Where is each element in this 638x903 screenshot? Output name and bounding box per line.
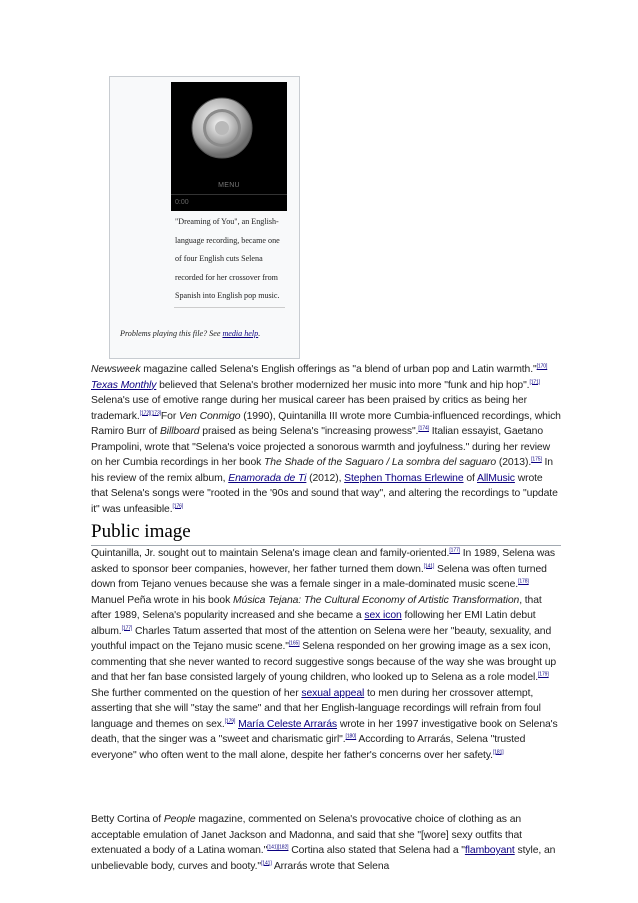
text: wrote in her 1997 investigative book on Selena's death, that the singer was a "sweet and charismatic girl". (91, 718, 558, 745)
text: (2013). (496, 457, 532, 468)
text: Cortina also stated that Selena had a " (288, 845, 465, 856)
text: Arrarás wrote that Selena (271, 860, 390, 872)
text: style, an unbelievable body, curves and booty." (91, 845, 556, 872)
text: wrote that Selena's songs were "rooted in the '90s and sound that way", and altering the recordings to "update it" was unfeasible. (91, 472, 558, 515)
ref-172-173[interactable]: [172][173] (139, 410, 161, 417)
ref-181[interactable]: [181] (492, 749, 504, 756)
ref-141[interactable]: [141] (423, 563, 435, 570)
link-enamorada-de-ti[interactable]: Enamorada de Ti (228, 472, 307, 484)
text: Italian essayist, Gaetano Prampolini, wrote that "Selena's voice projected a sonorous warmth and joyfulness." during her review on her Cumbia recordings in her book (91, 426, 550, 468)
text: Selena responded on her growing image as a sex icon, commenting that she never wanted to record suggestive songs because of the way she was brought up and that her fan base consisted largely of young children, who looked up to Selena as a role model. (91, 641, 557, 683)
text: Betty Cortina of (91, 814, 164, 825)
menu-label[interactable]: MENU (218, 182, 240, 189)
media-help-note (120, 325, 290, 342)
media-help-link[interactable]: media help (222, 329, 259, 338)
player-divider (171, 194, 287, 195)
italic-billboard: Billboard (159, 426, 200, 437)
text: Manuel Peña wrote in his book (91, 594, 233, 606)
paragraph-clothing (91, 812, 561, 874)
ref-141-182[interactable]: [141][182] (267, 844, 289, 851)
text: In 1989, Selena was asked to sponsor beer companies, however, her father turned them down. (91, 548, 556, 575)
italic-ven-conmigo: Ven Conmigo (179, 410, 241, 422)
link-maria-celeste-arraras[interactable]: María Celeste Arrarás (238, 718, 338, 730)
link-allmusic[interactable]: AllMusic (477, 472, 515, 484)
time-readout: 0:00 (175, 199, 189, 206)
caption-divider (174, 307, 285, 308)
ref-174[interactable]: [174] (418, 425, 429, 432)
text: following her EMI Latin debut album. (91, 610, 536, 637)
problems-text: Problems playing this file? See (120, 329, 223, 338)
link-texas-monthly[interactable]: Texas Monthly (91, 379, 157, 391)
text: In his review of the remix album, (91, 457, 553, 484)
link-stephen-thomas-erlewine[interactable]: Stephen Thomas Erlewine (344, 472, 464, 484)
ref-177b[interactable]: [177] (121, 625, 133, 632)
link-flamboyant[interactable]: flamboyant (464, 845, 515, 856)
ref-178[interactable]: [178] (518, 578, 529, 585)
paragraph-public-image (91, 546, 561, 763)
ref-171[interactable]: [171] (529, 379, 541, 386)
text: magazine, commented on Selena's provocative choice of clothing as an acceptable emulation of Janet Jackson and Madonna, and said that she "[wore] sexy outfits that extenuated a body of a Latina woman." (91, 814, 522, 856)
ref-141b[interactable]: [141] (261, 860, 272, 867)
text: of (463, 472, 478, 484)
section-heading-public-image: Public image (91, 520, 561, 546)
text: Selena's use of emotive range during her musical career has been praised by critics as being her trademark. (91, 395, 527, 422)
ref-179b[interactable]: [179] (224, 718, 236, 725)
ref-179[interactable]: [179] (538, 671, 549, 678)
text: magazine called Selena's English offerings as "a blend of urban pop and Latin warmth." (140, 364, 537, 375)
speaker-icon (190, 96, 254, 160)
italic-newsweek: Newsweek (91, 364, 141, 375)
text: According to Arrarás, Selena "trusted everyone" who often went to the mall alone, despite her father's concerns over her safety. (91, 734, 526, 761)
italic-people: People (163, 814, 196, 825)
text: (1990), Quintanilla III wrote more Cumbia-influenced recordings, which Ramiro Burr of (91, 410, 561, 437)
text: Charles Tatum asserted that most of the attention on Selena were her "beauty, sexuality, and youthful impact on the Tejano music scene." (91, 625, 552, 652)
problems-end: . (258, 329, 261, 338)
text: Quintanilla, Jr. sought out to maintain Selena's image clean and family-oriented. (91, 548, 450, 559)
ref-176[interactable]: [176] (172, 503, 184, 510)
italic-musica-tejana: Música Tejana: The Cultural Economy of Artistic Transformation (232, 594, 520, 606)
italic-shade-of-saguaro: The Shade of the Saguaro / La sombra del saguaro (264, 457, 497, 468)
ref-170[interactable]: [170] (536, 363, 548, 370)
text: praised as being Selena's "increasing prowess". (199, 426, 419, 437)
paragraph-reception (91, 362, 561, 517)
link-sex-icon[interactable]: sex icon (364, 610, 402, 621)
text: (2012), (306, 472, 345, 484)
text: She further commented on the question of her (91, 687, 302, 699)
ref-177[interactable]: [177] (449, 547, 460, 554)
ref-165[interactable]: [165] (288, 640, 300, 647)
text: Selena was often turned down from Tejano venues because she was a female singer in a male-dominated music scene. (91, 563, 547, 590)
ref-180[interactable]: [180] (345, 733, 357, 740)
media-caption: "Dreaming of You", an English-language recording, became one of four English cuts Selena recorded for her crossover from Spanish into English pop music. (175, 217, 280, 300)
text: For (160, 410, 179, 422)
link-sexual-appeal[interactable]: sexual appeal (301, 687, 365, 699)
text: , that after 1989, Selena's popularity increased and she became a (91, 594, 542, 621)
text: believed that Selena's brother modernized her music into more "funk and hip hop". (156, 379, 530, 391)
ref-175[interactable]: [175] (531, 456, 542, 463)
audio-player[interactable] (171, 82, 287, 211)
text: to men during her crossover attempt, asserting that she will "stay the same" and that her English-language recordings will refrain from foul language and themes on sex. (91, 687, 541, 730)
